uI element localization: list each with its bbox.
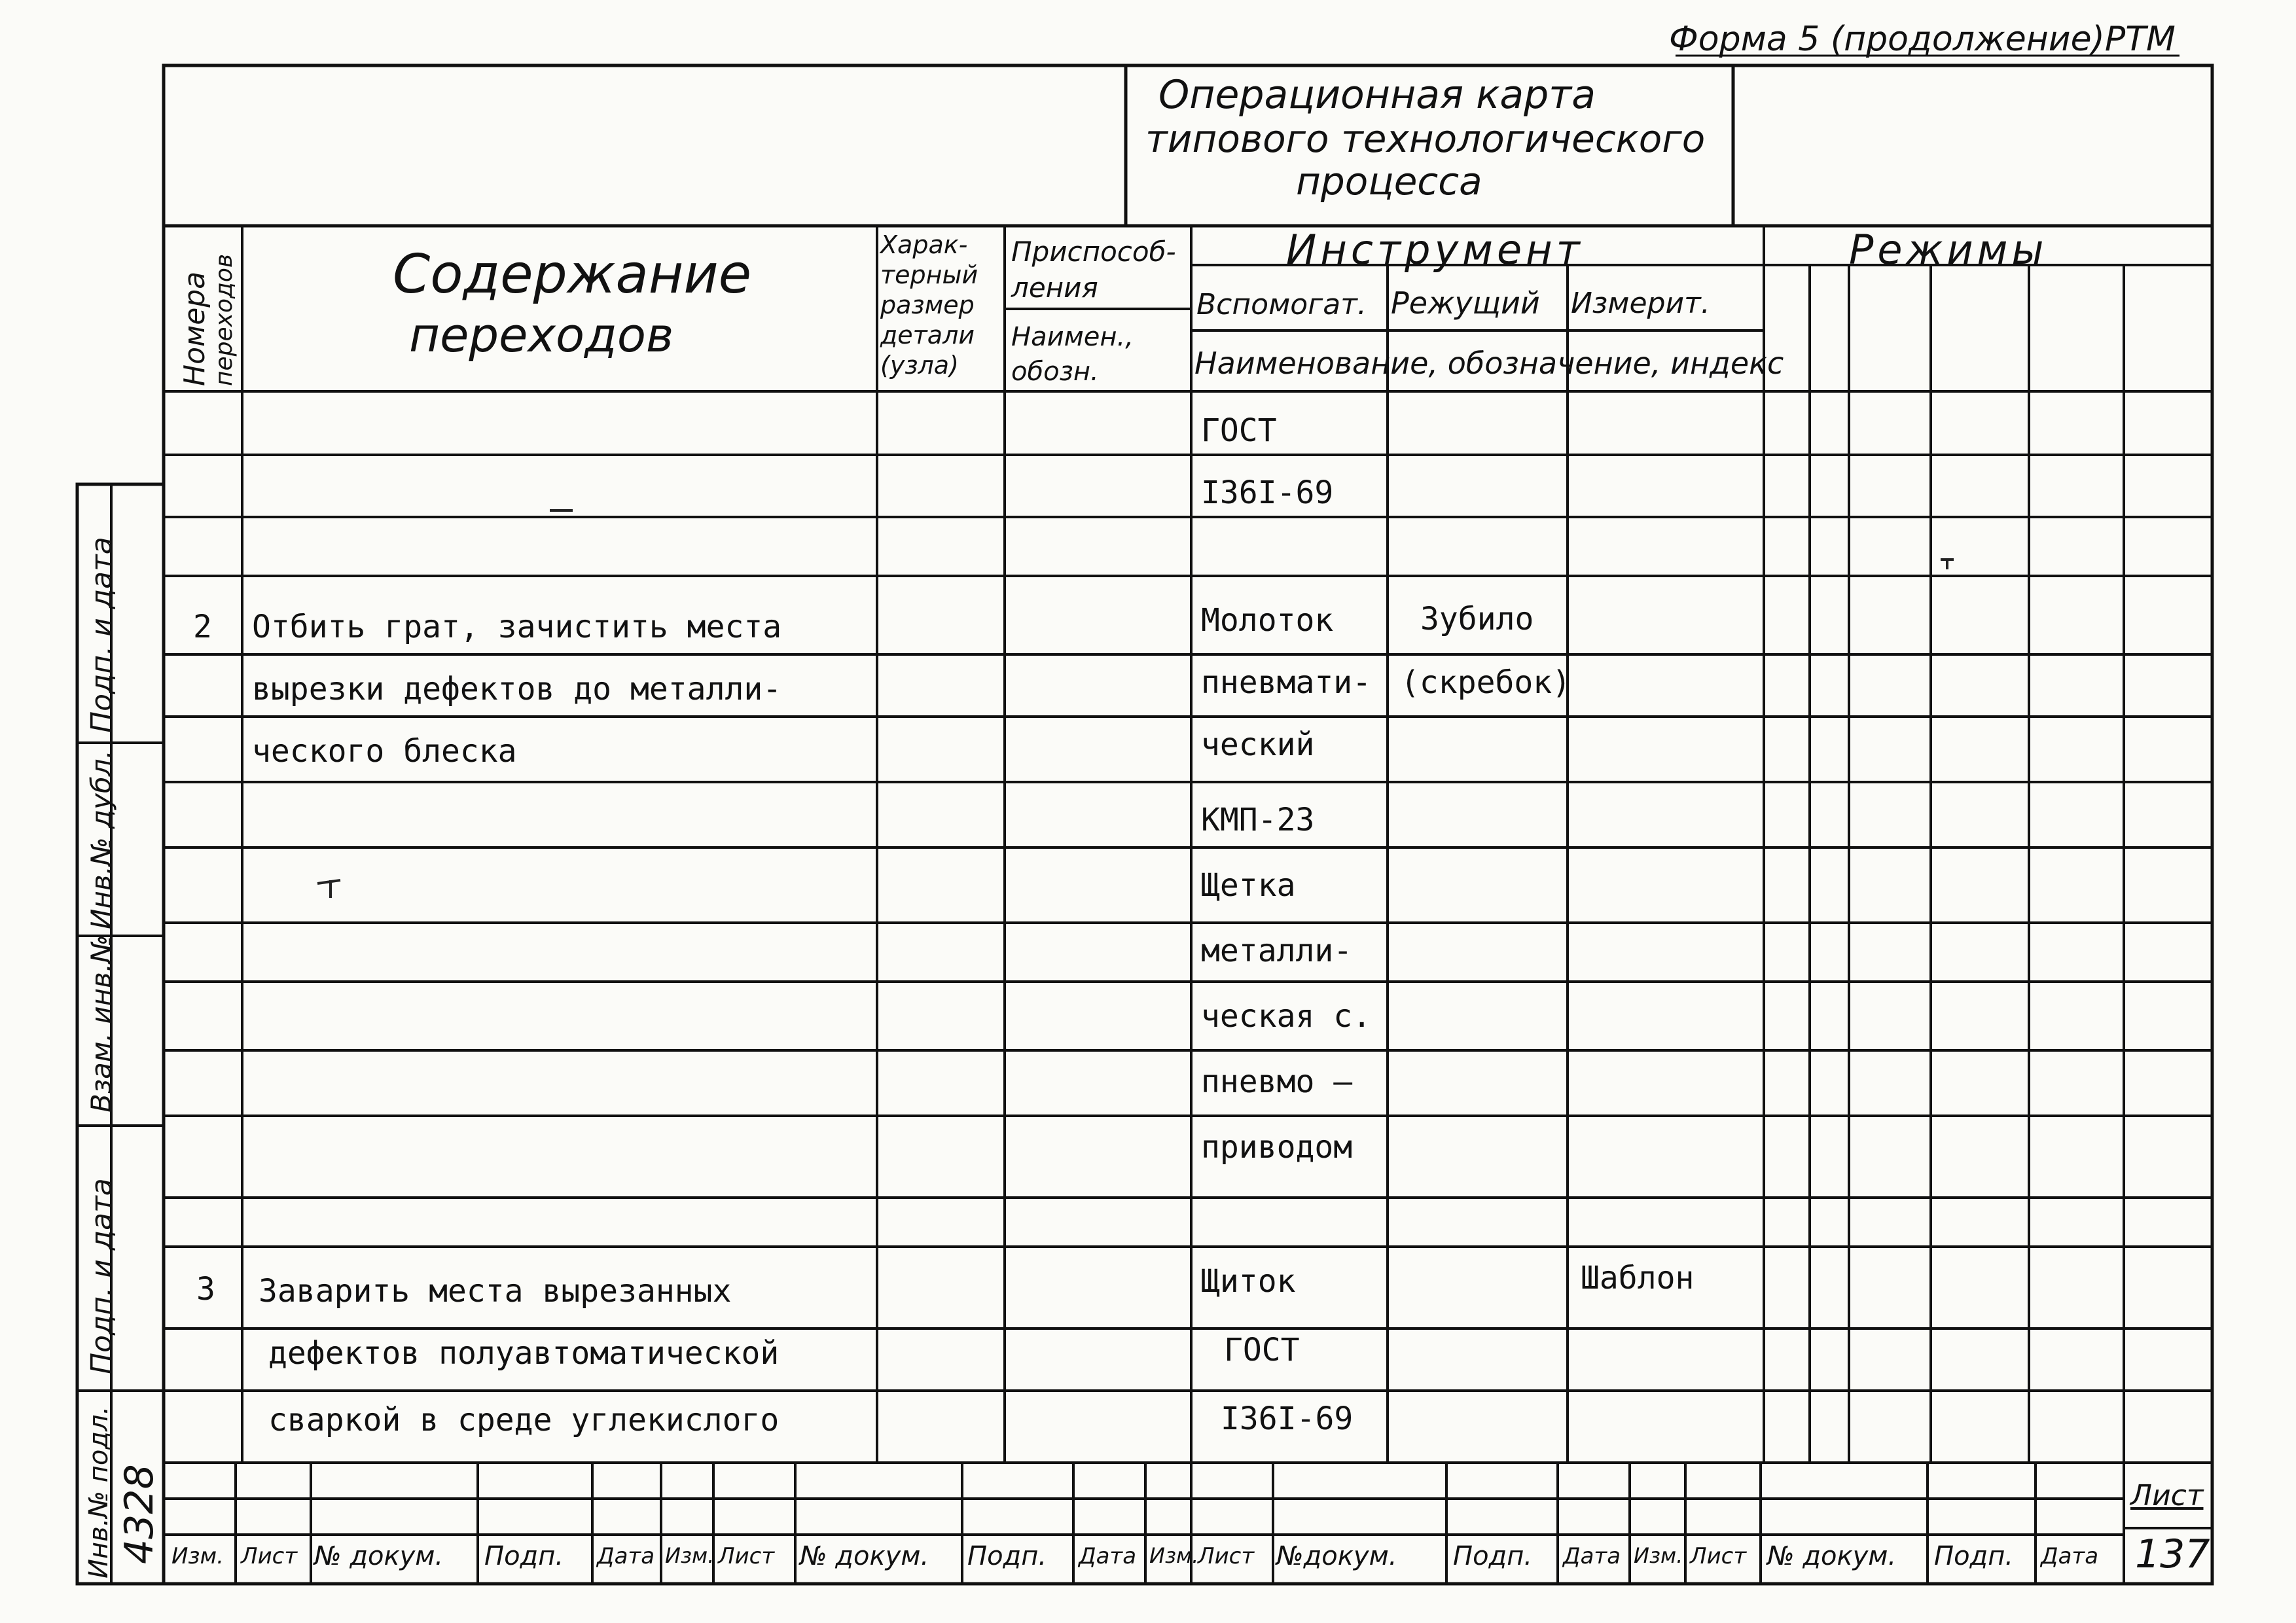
header-transition-numbers: Номера: [178, 271, 211, 386]
footer-label: Подп.: [1934, 1541, 2014, 1571]
footer-label: Дата: [2041, 1543, 2099, 1569]
row-aux-tool: пневмати-: [1201, 664, 1372, 701]
header-instrument: Инструмент: [1286, 226, 1584, 274]
footer-label: Лист: [1198, 1543, 1255, 1569]
header-content: Содержание: [393, 243, 752, 306]
header-char-size-4: детали: [880, 321, 975, 349]
card-title-line-3: процесса: [1296, 159, 1482, 204]
row-aux-tool: Молоток: [1201, 602, 1334, 639]
footer-label: №докум.: [1276, 1541, 1397, 1571]
side-label-sign-date-2: Подп. и дата: [85, 537, 118, 733]
footer-label: Лист: [241, 1543, 298, 1569]
row-aux-tool: ГОСТ: [1201, 412, 1277, 449]
row-measuring-tool: Шаблон: [1581, 1260, 1695, 1296]
footer-label: Изм.: [1149, 1543, 1199, 1568]
header-char-size-5: (узла): [880, 351, 959, 380]
row-content: дефектов полуавтоматической: [268, 1335, 780, 1372]
row-content: Отбить грат, зачистить места: [252, 609, 782, 645]
row-number: 2: [193, 609, 212, 645]
row-aux-tool: Щетка: [1201, 867, 1296, 904]
footer-label: Изм.: [1634, 1543, 1683, 1568]
header-name-designation: Наименование, обозначение, индекс: [1194, 346, 1784, 381]
header-char-size-2: терный: [880, 260, 978, 289]
row-aux-tool: КМП-23: [1201, 802, 1315, 838]
header-content-2: переходов: [409, 308, 674, 363]
row-content: сваркой в среде углекислого: [268, 1402, 780, 1438]
row-aux-tool: I36I-69: [1201, 474, 1334, 511]
row-aux-tool: ческая с.: [1201, 998, 1372, 1035]
form-label: Форма 5 (продолжение)РТМ: [1669, 20, 2176, 59]
row-aux-tool: пневмо –: [1201, 1063, 1353, 1100]
footer-label: Подп.: [484, 1541, 564, 1571]
header-modes: Режимы: [1849, 226, 2048, 274]
sheet-number: 137: [2135, 1531, 2210, 1577]
header-fixtures-2: ления: [1011, 272, 1098, 304]
row-aux-tool: ческий: [1201, 726, 1315, 763]
row-content: ческого блеска: [252, 733, 517, 770]
footer-label: Дата: [1079, 1543, 1137, 1569]
side-label-replace-inv: Взам. инв.№: [85, 935, 117, 1113]
header-char-size-3: размер: [880, 291, 975, 319]
footer-label: Изм.: [171, 1543, 224, 1569]
row-cutting-tool: Зубило: [1420, 601, 1534, 637]
side-label-inv-duplicate: Инв.№ дубл.: [85, 749, 117, 929]
header-measuring: Измерит.: [1571, 287, 1710, 320]
header-transition-numbers-2: переходов: [211, 253, 238, 386]
footer-label: Подп.: [1453, 1541, 1533, 1571]
sheet-label: Лист: [2130, 1479, 2204, 1512]
row-content: Заварить места вырезанных: [259, 1273, 732, 1310]
side-label-sign-date-1: Подп. и дата: [85, 1178, 118, 1374]
footer-label: Лист: [1690, 1543, 1747, 1569]
footer-label: № докум.: [314, 1541, 444, 1571]
card-title-line-2: типового технологического: [1145, 116, 1706, 161]
row-content: вырезки дефектов до металли-: [252, 671, 782, 707]
footer-label: Дата: [597, 1543, 655, 1569]
footer-label: Дата: [1563, 1543, 1621, 1569]
header-fixtures-sub-1: Наимен.,: [1011, 322, 1134, 352]
header-fixtures-1: Приспособ-: [1011, 236, 1176, 268]
row-aux-tool: металли-: [1201, 933, 1353, 969]
side-label-inv-number: 4328: [117, 1464, 162, 1564]
header-aux: Вспомогат.: [1196, 288, 1367, 321]
row-aux-tool: ГОСТ: [1224, 1332, 1300, 1368]
row-number: 3: [196, 1271, 215, 1308]
row-cutting-tool: (скребок): [1401, 664, 1571, 701]
row-aux-tool: I36I-69: [1221, 1400, 1354, 1437]
side-label-inv-original: Инв.№ подл.: [84, 1406, 114, 1578]
card-title-line-1: Операционная карта: [1158, 72, 1596, 118]
footer-label: Лист: [718, 1543, 775, 1569]
header-cutting: Режущий: [1391, 285, 1540, 321]
header-fixtures-sub-2: обозн.: [1011, 357, 1099, 387]
footer-label: Изм.: [665, 1543, 715, 1568]
header-char-size-1: Харак-: [880, 230, 968, 259]
footer-label: Подп.: [967, 1541, 1047, 1571]
row-aux-tool: Щиток: [1201, 1263, 1296, 1300]
footer-label: № докум.: [1767, 1541, 1897, 1571]
row-aux-tool: приводом: [1201, 1129, 1353, 1166]
footer-label: № докум.: [800, 1541, 929, 1571]
